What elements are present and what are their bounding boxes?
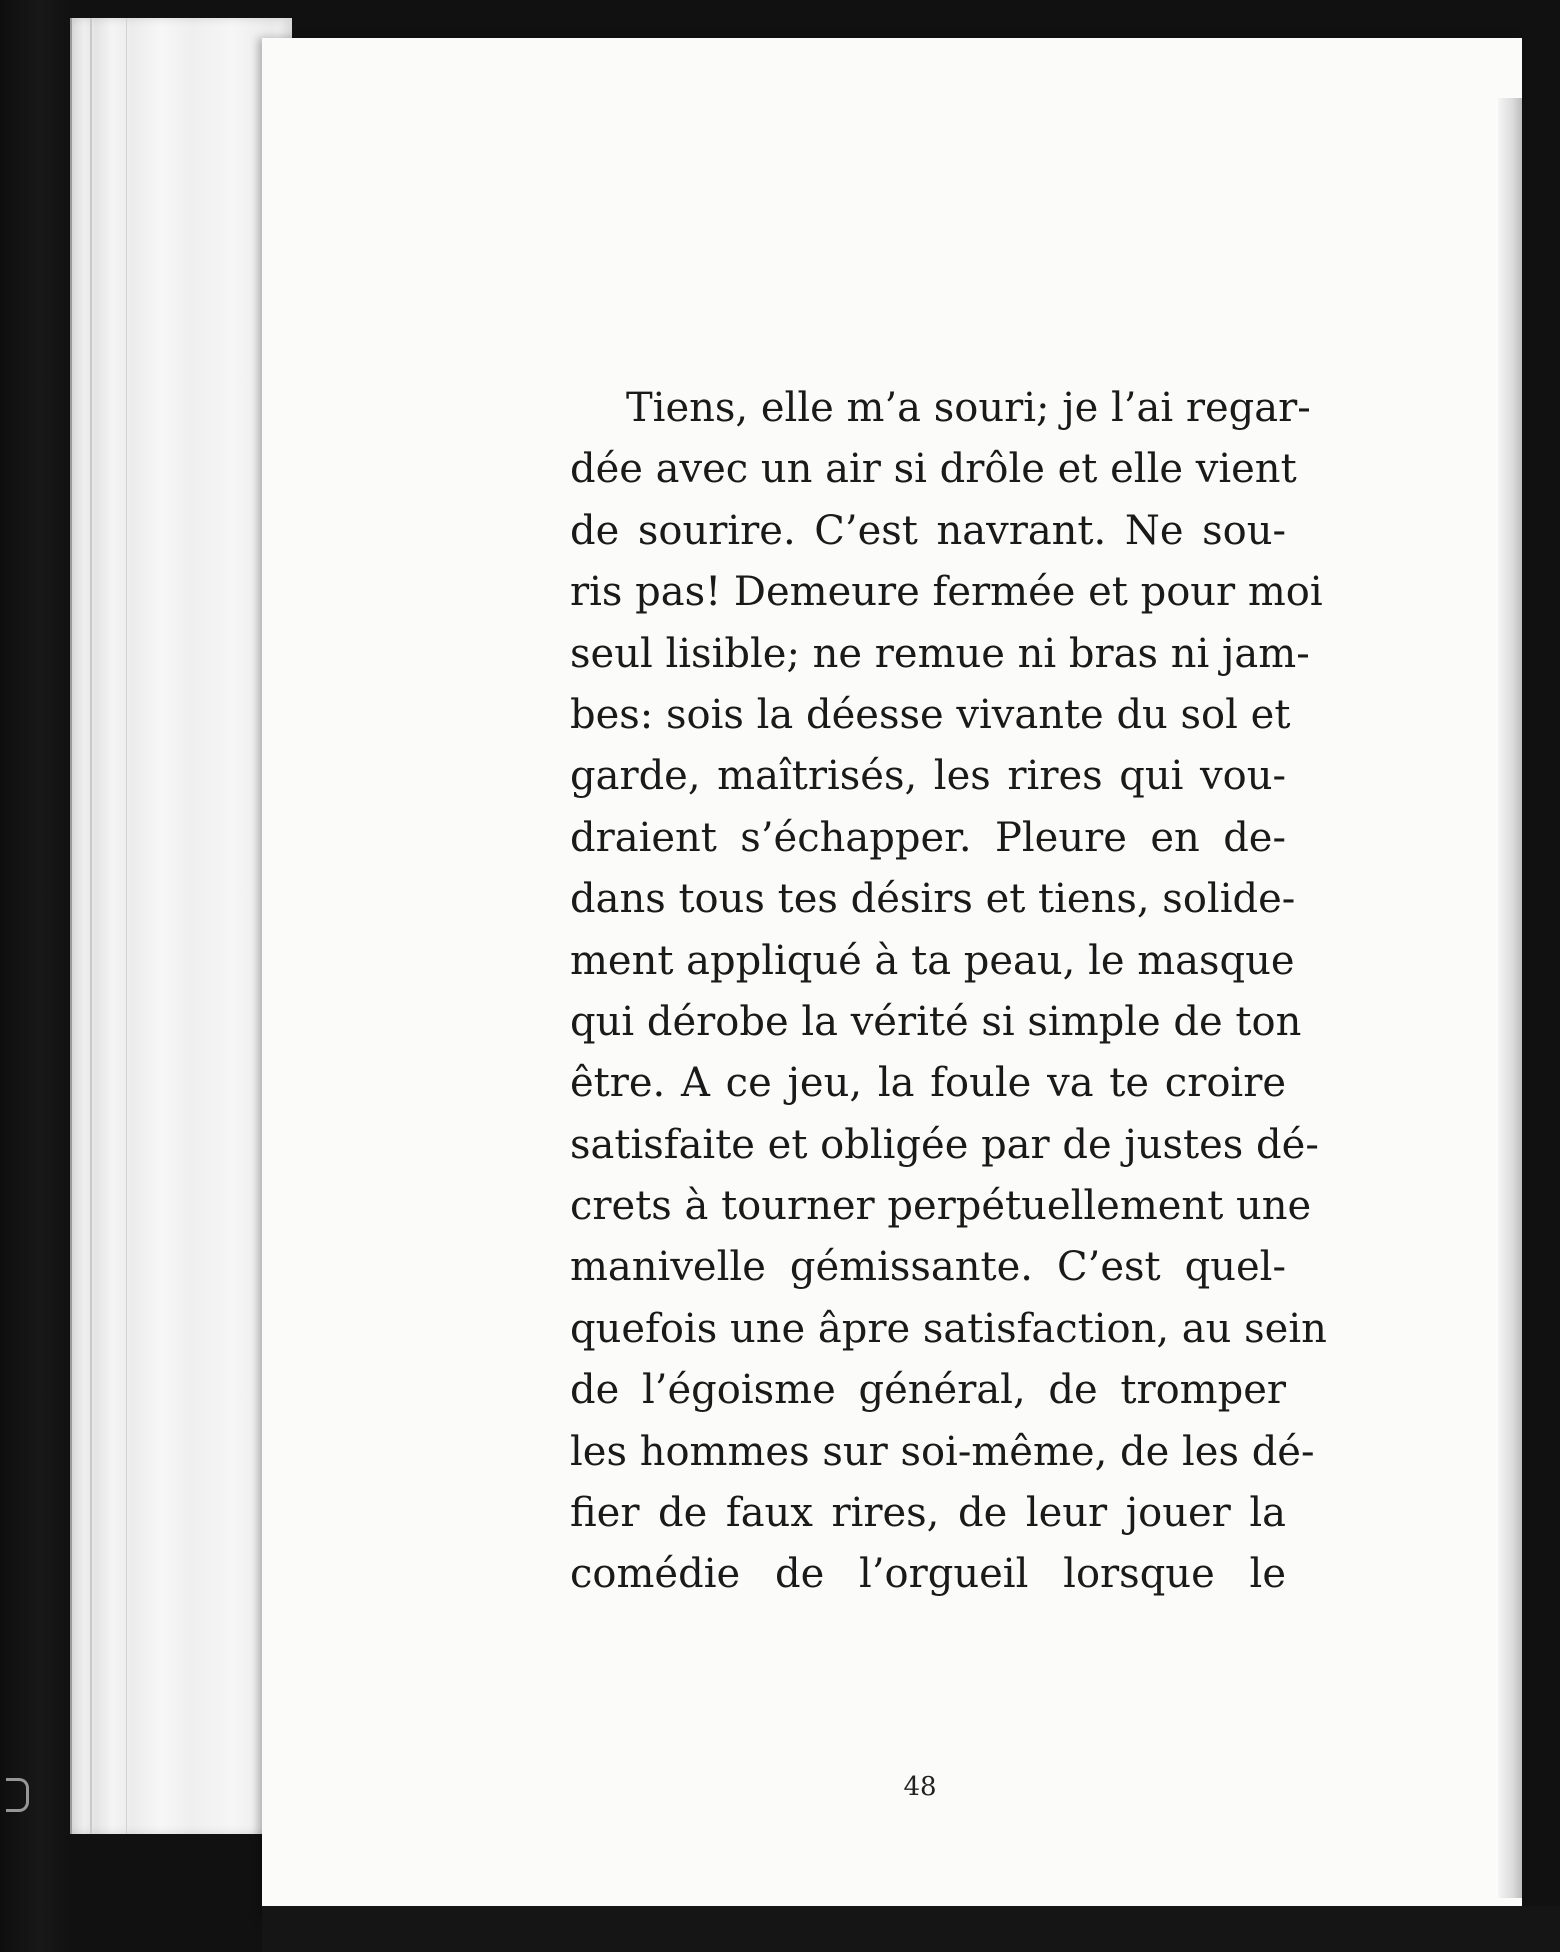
page-edges-stack <box>70 18 292 1834</box>
text-line: qui dérobe la vérité si simple de ton <box>570 998 1302 1045</box>
text-line: dée avec un air si drôle et elle vient <box>570 446 1297 493</box>
text-line: dans tous tes désirs et tiens, solide- <box>570 876 1296 923</box>
text-line: garde, maîtrisés, les rires qui vou- <box>570 753 1286 800</box>
page-number: 48 <box>903 1772 937 1802</box>
text-line: bes: sois la déesse vivante du sol et <box>570 691 1291 738</box>
text-line: manivelle gémissante. C’est quel- <box>570 1244 1286 1291</box>
text-line: ris pas! Demeure fermée et pour moi <box>570 569 1323 616</box>
text-line: de l’égoisme général, de tromper <box>570 1367 1286 1414</box>
text-line: quefois une âpre satisfaction, au sein <box>570 1305 1327 1352</box>
text-line: de sourire. C’est navrant. Ne sou- <box>570 507 1286 554</box>
text-line: Tiens, elle m’a souri; je l’ai regar- <box>626 385 1311 431</box>
text-line: être. A ce jeu, la foule va te croire <box>570 1060 1286 1107</box>
text-line: les hommes sur soi-même, de les dé- <box>570 1428 1315 1475</box>
text-line: seul lisible; ne remue ni bras ni jam- <box>570 630 1310 677</box>
text-line: draient s’échapper. Pleure en de- <box>570 814 1286 861</box>
text-line: satisfaite et obligée par de justes dé- <box>570 1121 1319 1168</box>
text-line: fier de faux rires, de leur jouer la <box>570 1490 1286 1537</box>
text-line: crets à tourner perpétuellement une <box>570 1183 1312 1230</box>
text-line: comédie de l’orgueil lorsque le <box>570 1551 1286 1598</box>
page-bottom-shadow <box>262 1906 1560 1952</box>
page-right-edge <box>1498 98 1522 1898</box>
body-paragraph <box>570 378 1327 1606</box>
page-corner-mark <box>6 1778 29 1812</box>
text-line: ment appliqué à ta peau, le masque <box>570 937 1295 984</box>
